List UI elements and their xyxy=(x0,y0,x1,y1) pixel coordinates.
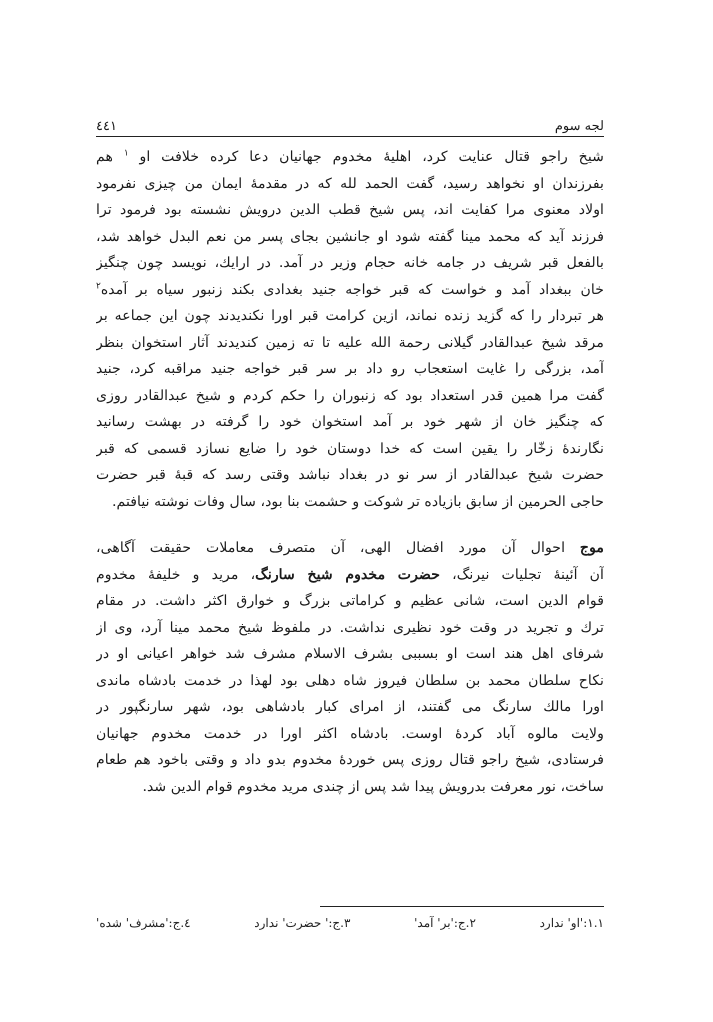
footnote-mark: ١ xyxy=(123,148,129,159)
text-line: ولایت مالوه آباد کردهٔ اوست. بادشاه اکثر اورا در خدمت مخدوم جهانیان xyxy=(96,725,604,742)
text-line: بالفعل قبر شریف در جامه خانه حجام وزیر در آمد. در ارایك، نویسد چون چنگیز xyxy=(96,255,604,271)
footnote-mark: ٢ xyxy=(96,280,101,291)
chapter-title: لجه سوم xyxy=(554,119,604,134)
text-line: هر تبردار را که گزید زنده نماند، ازین کرامت قبر اورا نکندیدند چون این جماعه بر xyxy=(96,308,604,324)
section-lead-word: موج xyxy=(579,540,604,556)
text-line: ساخت، نور معرفت بدرویش پیدا شد پس از چندی مرید مخدوم قوام الدین شد. xyxy=(142,778,604,795)
paragraph-gap xyxy=(96,515,604,535)
text-line: گفت مرا همین قدر استعداد بود که زنبوران را حکم کردم و شیخ عبدالقادر روزی xyxy=(96,387,604,404)
footnote-2: ٢.ج:'بر' آمد' xyxy=(414,916,476,930)
header-rule xyxy=(96,136,604,137)
text-line: نگارندهٔ زخّار را یقین است که خدا دوستان خود را ضایع نسازد قسمی که قبر xyxy=(96,440,604,457)
text-line: ترك و تجرید در وقت خود نظیری نداشت. در ملفوظ شیخ محمد مینا آرد، وی از xyxy=(96,619,604,636)
text-line: حاجی الحرمین از سابق بازیاده تر شوکت و حشمت بنا بود، سال وفات نوشته نیافتم. xyxy=(112,493,604,510)
text-line: آمد، بزرگی را غایت استعجاب رو داد بر سر قبر خواجه جنید مراقبه کرد، جنید xyxy=(96,361,604,377)
text-line: بفرزندان او نخواهد رسید، گفت الحمد لله که در مقدمهٔ ایمان من چیزی نفرمود xyxy=(96,175,604,192)
text-line: خان ببغداد آمد و خواست که قبر خواجه جنید بغدادی بکند زنبور سیاه بر آمده$^٢$ xyxy=(96,280,604,298)
saint-name: حضرت مخدوم شیخ سارنگ xyxy=(255,566,440,583)
main-text xyxy=(96,144,604,800)
footnote-4: ٤.ج:'مشرف' شده' xyxy=(96,916,191,930)
text-line: شرفای اهل هند است او بسببی بشرف الاسلام مشرف شد خواهر اعیانی او در xyxy=(96,646,604,662)
text-line: قوام الدین است، شانی عظیم و کراماتی بزرگ و خوارق اکثر داشت. در مقام xyxy=(96,593,604,609)
footnote-3: ٣.ج:' حضرت' ندارد xyxy=(254,916,351,930)
page-number: ٤٤١ xyxy=(96,119,117,134)
text-line: شیخ راجو قتال عنایت کرد، اهلیهٔ مخدوم جهانیان دعا کرده خلافت او $^١$ هم xyxy=(96,148,604,165)
text-line: نکاح سلطان محمد بن سلطان فیروز شاه دهلی بود لهذا در خدمت بادشاه ماندی xyxy=(96,672,604,689)
text-line: فرستادی، شیخ راجو قتال روزی پس خوردهٔ مخدوم بدو داد و وقتی باخود هم طعام xyxy=(96,752,604,768)
text-line: موج احوال آن مورد افضال الهی، آن متصرف معاملات حقیقت آگاهی، xyxy=(96,540,604,556)
footnote-rule xyxy=(320,906,604,907)
footnotes xyxy=(96,916,604,930)
footnote-1: ١.١:'او' ندارد xyxy=(539,916,604,930)
text-line: فرزند آید که محمد مینا گفته شود او جانشین بجای پسر من نعم البدل خواهد شد، xyxy=(96,228,604,245)
text-line: که چنگیز خان از شهر خود بر آمد استخوان خود را گرفته در بهشت رسانید xyxy=(96,414,604,430)
text-line: آن آئینهٔ تجلیات نیرنگ، حضرت مخدوم شیخ سارنگ، مرید و خلیفهٔ مخدوم xyxy=(96,566,604,583)
text-line: مرقد شیخ عبدالقادر گیلانی رحمة الله علیه تا ته زمین کندیدند آثار استخوان بنظر xyxy=(96,334,604,351)
text-line: حضرت شیخ عبدالقادر از سر نو در بغداد نباشد وقتی رسد که قبهٔ قبر حضرت xyxy=(96,467,604,483)
text-line: اورا مالك سارنگ می گفتند، از امرای کبار بادشاهی بود، شهر سارنگپور در xyxy=(96,699,604,715)
running-header xyxy=(96,112,604,134)
text-line: اولاد معنوی مرا کفایت اند، پس شیخ قطب الدین درویش نشسته بود فرمود ترا xyxy=(96,202,604,218)
